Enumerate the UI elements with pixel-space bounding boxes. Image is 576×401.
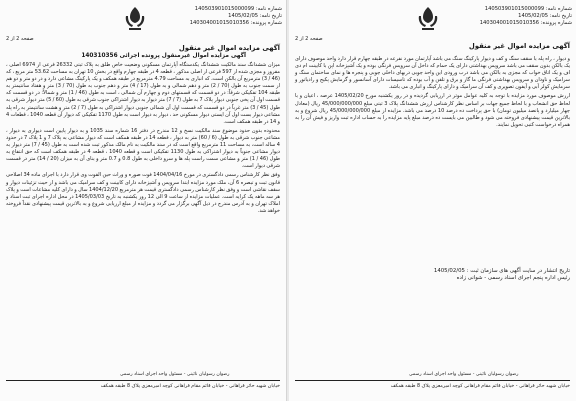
letter-meta <box>477 6 572 27</box>
signature: رضوان رسولیان نائینی - مسئول واحد اجرای اسناد رسمی <box>120 372 230 377</box>
letter-meta <box>187 6 282 27</box>
footer-address: خیابان شهید حائر فراهانی - خیابان قائم مقام فراهانی کوچه امیرمعزی پلاک 8 طبقه همکف <box>100 384 280 389</box>
page-title: آگهی مزایده اموال غیر منقول <box>178 44 280 52</box>
notice-body <box>6 62 280 217</box>
body-paragraph: وفق نظر کارشناس رسمی دادگستری در مورخ 1404/04/16 فوت صوره و وراث حین الفوت وی قرار دارد با اجرای ماده 34 اصلاحی قانون ثبت و تبصره 6 آن، ملک مورد مزایده ابتدا سرویس و آشپزخانه دارای کابینت و کف سرامیک می باشد و از حیث تزئینات دیوار و سقف نقاشی است و وفق نظر کارشناس رسمی دادگستری قیمت هر مترمربع 1404/12/20 سال و دارای کلیه مشاعات است و پلاک هر سه ماهه یک کرایه است. عملیات مزایده از ساعت 9 الی 12 روز یکشنبه به تاریخ 1405/03/03 در محل اداره اجرای ثبت اسناد و املاک تهران و به آدرس مندرج در ذیل آگهی برگزار می گردد و مزایده از مبلغ ارزیابی شروع و به بالاترین قیمت پیشنهادی نقداً فروخته خواهد شد. <box>6 172 280 214</box>
signature: رضوان رسولیان نائینی - مسئول واحد اجرای اسناد رسمی <box>409 372 519 377</box>
letter-date: تاریخ نامه: 1405/02/05 <box>518 13 572 19</box>
right-page <box>289 0 576 401</box>
body-paragraph: و دیوار ، راه پله با سقف سنگ و کف و دیوار پارکینگ سنگ می باشد آپارتمان مورد نفرعه در طبقه چهارم قرار دارد واحد موصوف دارای یک بالکن بدون سقف می باشد سرویس بهداشتی دارای یک حمام که داخل آن سرویس فرنگی بوده و یک آشپزخانه اپن با کابینت ام دی اف و یک اتاق خواب که مجزی به بالکن می باشد درب ورودی این واحد چوبی دربهای داخلی چوبی و پنجره ها و نمای ساختمان سنگ و سرامیک و ناودان و سرویس بهداشتی فرنگی ما گاز و برق و تلفن و آب بوده که تاسیسات دارای آسانسور و گرمایش پکیج و رادیاتور و سرمایش کولر آبی و آیفون تصویری و کف آن سرامیک و دارای پارکینگ و انباری می باشد. <box>295 56 570 91</box>
footer-divider <box>295 380 570 381</box>
letter-date: تاریخ نامه: 1405/02/05 <box>228 13 282 19</box>
left-page <box>0 0 287 401</box>
page-subtitle: آگهی مزایده اموال غیرمنقول پرونده اجرائی 140310356 <box>81 53 246 59</box>
page-number: صفحه 2 از 2 <box>6 36 34 42</box>
footer-address: خیابان شهید حائر فراهانی - خیابان قائم مقام فراهانی کوچه امیرمعزی پلاک 8 طبقه همکف <box>390 384 570 389</box>
emblem-icon <box>413 4 443 34</box>
notice-body <box>295 56 570 131</box>
letter-number: شماره نامه: 140503901015000099 <box>484 6 572 12</box>
file-number: شماره پرونده: 140304001015010356 <box>479 20 572 26</box>
page-number: صفحه 2 از 2 <box>295 36 323 42</box>
body-paragraph: میزان ششدانگ سند مالکیت ششدانگ یکدستگاه آپارتمان مسکونی وضعیت خاص طلق به پلاک ثبتی 26332 فرعی از 6974 اصلی ، مفروز و مجزی شده از 597 فرعی از اصلی مذکور ، قطعه 4 در طبقه چهارم واقع در بخش 10 تهران به مساحت 53.62 متر مربع ، که (46 / 3) مترمربع آن بالکن است، که انباری به مساحت 4.79 مترمربع در طبقه همکف و یک پارکینگ مشاعی دارد و در دو متر و دو هم از سمت جنوب به طول (70 / 2) متر و دهم شمالی و به طول (17 / 4) متر و دهم جنوب به طول (70 / 3) متر و هفتاد سانتیمتر به طبقه 104 تفکیکی شرقاً: در دو قسمت که قسمتهای دوم و چهارم آن شمالی ، است به طول (46 / 1) متر و شمالاً: در دو قسمت که قسمت اول آن پخی جنوبی دیوار پلاک 7 به طول (7 / 7) متر دیوار به دیوار اشتراکی جنوب شرقی به طول (60 / 5) متر دیوار شرقی به طول (45 / 3) متر غرباً در دو قسمت که قسمت اول آن شمالی جنوبی دیوار اشتراکی به طول (7 / 2) متر و هشت سانتیمتر به راه پله مشاعی دیوار بست اول آن ایستی دیوار مسکونی حد ، دیوار به دیوار است به طول 1170 تفکیکی که دیوار آن قطعه 1040 ، قطعات 4 و 14 در طبقه همکف است. <box>6 62 281 125</box>
body-paragraph: ارزش موصوف مورد مزایده با توجه به کلیه عوامل موثر در ارزیابی گردیده و در روز یکشنبه مورخ 1405/02/20 عرصه ، اعیان و با لحاظ حق انشعاب و با لحاظ جمیع جهات بر اساس نظر کارشناس ارزش ششدانگ پلاک 3 ثبتی مبلغ 45/000/000/000 ریال (معادل چهار میلیارد و پانصد میلیون تومان) با حق پرداخت ده درصد 10 درصد می باشد. مزایده از مبلغ 45/000/000/000 ریال شروع و به بالاترین قیمت پیشنهادی فروخته می شود و طالبین می بایست ده درصد مبلغ پایه مزایده را به حساب اداره ثبت واریز و فیش آن را به همراه درخواست کتبی تحویل نمایند. <box>295 93 570 128</box>
body-paragraph: محدوده بدون حدود موضوع سند مالکیت نسخ و 12 مندرج در دفتر 16 شماره سند 1035 و به دیوار پایین است دیواری به دیوار ، مشاعی جنوب شرقی به طول (6 / 60) متر به دیوار ، قطعه 14 در طبقه همکف است که دیوار مشاعی به پلاک 7 و 1 پلاک 7 در حدود 4 ساله است، به مساحت 11 مترمربع واقع است که در سند مالکیت به نام مالک مذکور ثبت شده است به طول (45 / 7) متر دیوار به دیوار مشاعی جنوباً به دیوار اشتراکی به طول 1130 تفکیکی است و قطعه 1040 ، قطعه 4 در طبقه همکف است که حق انتفاع به طول (46 / 1) متر و مشاعی سمت راست پله ها و سرو داخلی به طول 0.8 و 0.7 متر و بنای آن به میزان (20 / 14) متر در قسمت شرقی دیوار است. <box>6 127 281 170</box>
footer-divider <box>6 380 280 381</box>
file-number: شماره پرونده: 140304001015010356 <box>189 20 282 26</box>
letter-number: شماره نامه: 140503901015000099 <box>194 6 282 12</box>
page-title: آگهی مزایده اموال غیر منقول <box>468 42 570 50</box>
publication-note: تاریخ انتشار در سایت آگهی های سازمان ثبت : 1405/02/05 رئیس اداره پنجم اجرای اسناد رسمی - شوانی زاده <box>433 268 570 282</box>
emblem-icon <box>120 4 150 34</box>
